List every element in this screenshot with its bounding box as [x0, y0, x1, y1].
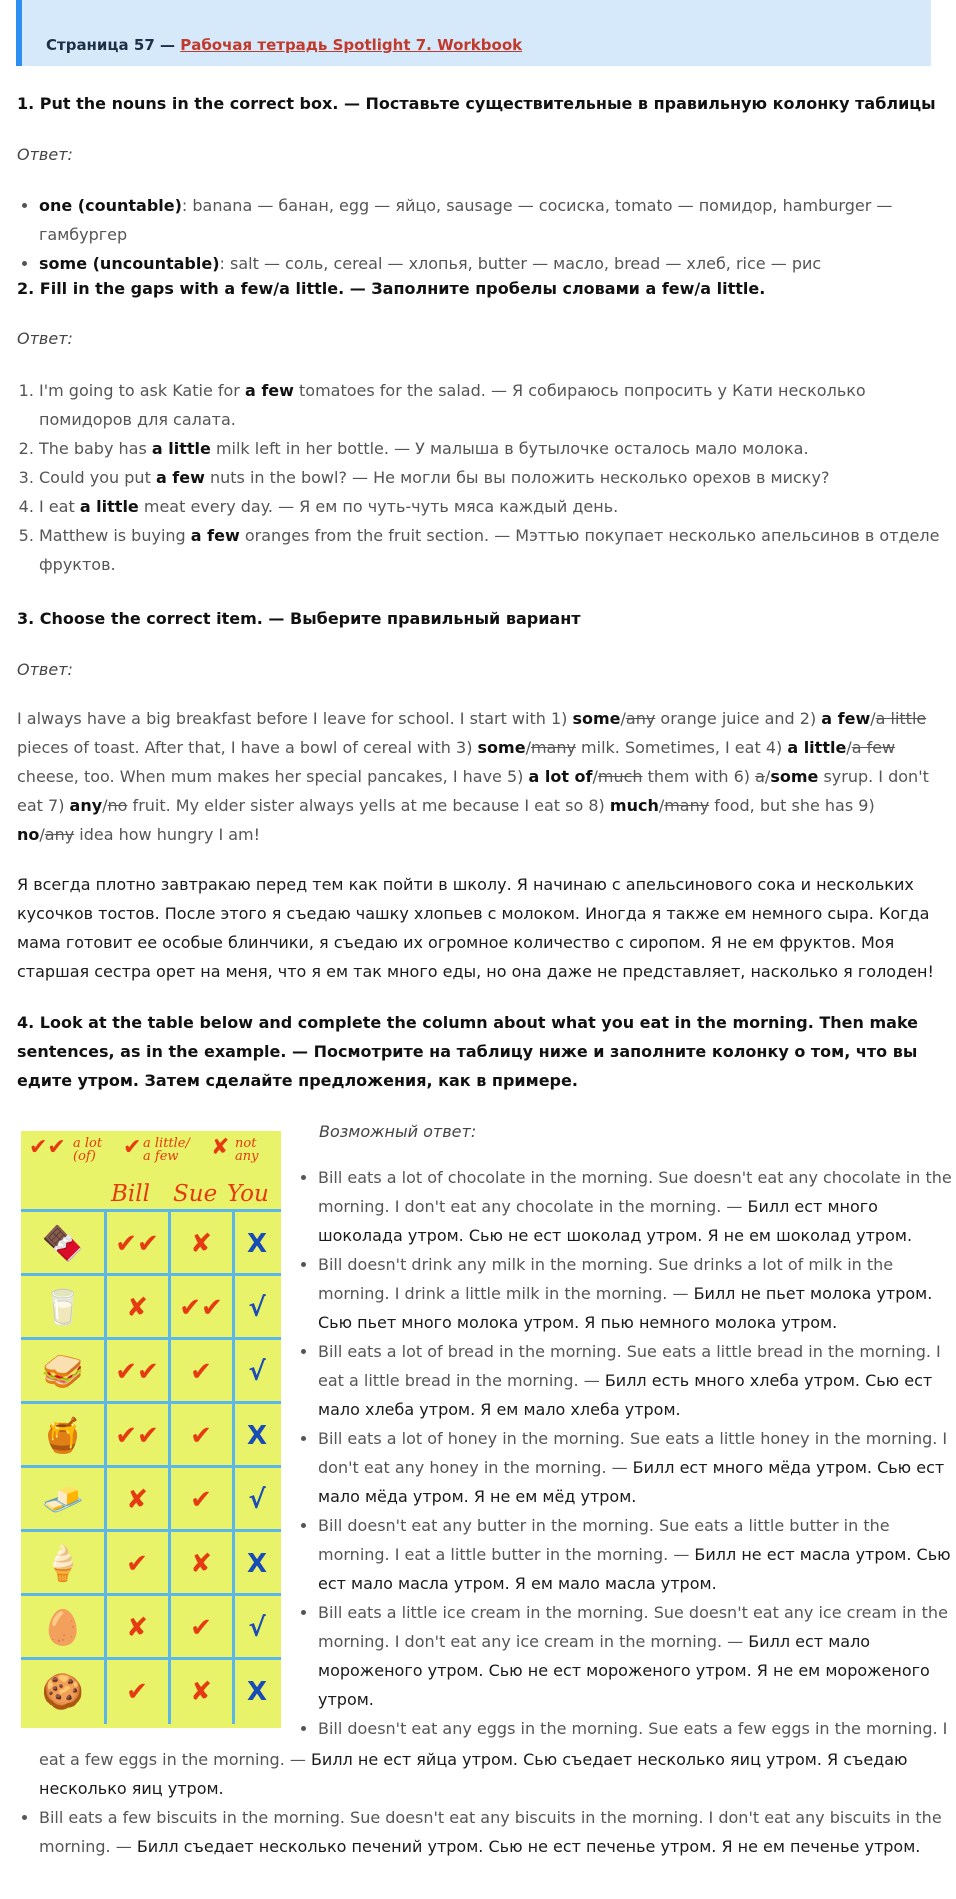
bill-cell: ✔✔: [115, 1229, 159, 1259]
list-item: 2. The baby has a little milk left in her bottle. — У малыша в бутылочке осталось мало молока.: [39, 434, 956, 463]
you-cell: √: [248, 1357, 266, 1387]
you-cell: X: [246, 1229, 268, 1259]
biscuit-icon: 🍪: [41, 1672, 85, 1712]
list-item: 1. I'm going to ask Katie for a few tomatoes for the salad. — Я собираюсь попросить у Кати несколько помидоров для салата.: [39, 376, 956, 434]
list-item: • Bill doesn't eat any butter in the morning. Sue eats a little butter in the morning. I eat a little butter in the morning. — Билл не ест масла утром. Сью ест мало масла утром. Я ем мало масла утром.: [318, 1511, 955, 1598]
task4-title: 4. Look at the table below and complete the column about what you eat in the morning. Then make sentences, as in the example. — Посмотрите на таблицу ниже и заполните колонку о том, что вы едите утром. Затем сделайте предложения, как в примере.: [17, 1013, 919, 1090]
little-mark: ✔: [123, 1135, 142, 1160]
you-cell: X: [246, 1677, 268, 1707]
header-bill: Bill: [111, 1181, 150, 1207]
bill-cell: ✘: [126, 1485, 148, 1515]
task1-title: 1. Put the nouns in the correct box. — Поставьте существительные в правильную колонку таблицы: [17, 94, 936, 113]
table-row: [21, 1337, 281, 1404]
list-item: • Bill eats a little ice cream in the morning. Sue doesn't eat any ice cream in the morning. I don't eat any ice cream in the morning. — Билл ест мало мороженого утром. Сью не ест мороженого утром. Я не ем мороженого утром.: [318, 1598, 955, 1714]
list-item: 4. I eat a little meat every day. — Я ем по чуть-чуть мяса каждый день.: [39, 492, 956, 521]
sue-cell: ✔: [190, 1357, 212, 1387]
table-row: [21, 1209, 281, 1276]
list-item: • some (uncountable): salt — соль, cereal — хлопья, butter — масло, bread — хлеб, rice — рис: [39, 249, 956, 278]
not-mark: ✘: [211, 1135, 230, 1160]
list-item: • Bill eats a few biscuits in the morning. Sue doesn't eat any biscuits in the morning. I don't eat any biscuits in the morning. — Билл съедает несколько печений утром. Сью не ест печенье утром. Я не ем печенье утром.: [39, 1803, 956, 1861]
banner-prefix: Страница 57 —: [46, 36, 181, 54]
task2-answer-label: Ответ:: [17, 329, 73, 348]
task3-answer-label: Ответ:: [17, 660, 73, 679]
milk-icon: 🥛: [41, 1288, 85, 1328]
table-row: [21, 1273, 281, 1340]
task3-english-text: I always have a big breakfast before I leave for school. I start with 1) some/any orange juice and 2) a few/a little pieces of toast. After that, I have a bowl of cereal with 3) some/many milk. Sometimes, I eat 4) a little/a few cheese, too. When mum makes her special pancakes, I have 5) a lot of/much them with 6) a/some syrup. I don't eat 7) any/no fruit. My elder sister always yells at me because I eat so 8) much/many food, but she has 9) no/any idea how hungry I am!: [17, 709, 929, 844]
sue-cell: ✘: [190, 1229, 212, 1259]
possible-answer-label: Возможный ответ:: [319, 1122, 477, 1141]
bill-cell: ✔✔: [115, 1421, 159, 1451]
task2-list: [17, 376, 956, 579]
list-item: • Bill eats a lot of bread in the morning. Sue eats a little bread in the morning. I eat a little bread in the morning. — Билл есть много хлеба утром. Сью ест мало хлеба утром. Я ем мало хлеба утром.: [318, 1337, 955, 1424]
list-item: 5. Matthew is buying a few oranges from the fruit section. — Мэттью покупает несколько апельсинов в отделе фруктов.: [39, 521, 956, 579]
sue-cell: ✔: [190, 1421, 212, 1451]
legend-lot: a lot (of): [73, 1136, 103, 1164]
table-row: [21, 1529, 281, 1596]
butter-icon: 🧈: [41, 1480, 85, 1520]
sue-cell: ✘: [190, 1549, 212, 1579]
list-item: • Bill eats a lot of honey in the morning. Sue eats a little honey in the morning. I don't eat any honey in the morning. — Билл ест много мёда утром. Сью ест мало мёда утром. Я не ем мёд утром.: [318, 1424, 955, 1511]
task2-title: 2. Fill in the gaps with a few/a little. — Заполните пробелы словами a few/a little.: [17, 279, 766, 298]
task1-answer-label: Ответ:: [17, 145, 73, 164]
task3-title: 3. Choose the correct item. — Выберите правильный вариант: [17, 609, 581, 628]
list-item: • one (countable): banana — банан, egg — яйцо, sausage — сосиска, tomato — помидор, hamburger — гамбургер: [39, 191, 956, 249]
legend-not: not any: [235, 1136, 259, 1164]
header-you: You: [227, 1181, 269, 1207]
you-cell: √: [248, 1613, 266, 1643]
sue-cell: ✔: [190, 1485, 212, 1515]
sue-cell: ✘: [190, 1677, 212, 1707]
sue-cell: ✔✔: [179, 1293, 223, 1323]
table-row: [21, 1465, 281, 1532]
egg-icon: 🥚: [41, 1608, 85, 1648]
workbook-link[interactable]: Рабочая тетрадь Spotlight 7. Workbook: [180, 36, 523, 54]
you-cell: X: [246, 1421, 268, 1451]
you-cell: √: [248, 1485, 266, 1515]
bill-cell: ✔✔: [115, 1357, 159, 1387]
you-cell: √: [248, 1293, 266, 1323]
lot-mark: ✔✔: [29, 1135, 66, 1160]
task1-list: [17, 191, 956, 278]
bill-cell: ✘: [126, 1293, 148, 1323]
task4-answer-list-continued: [17, 1803, 956, 1861]
bill-cell: ✔: [126, 1677, 148, 1707]
chocolate-icon: 🍫: [41, 1224, 85, 1264]
food-table-image: [21, 1131, 281, 1728]
list-item: • Bill doesn't drink any milk in the morning. Sue drinks a lot of milk in the morning. I drink a little milk in the morning. — Билл не пьет молока утром. Сью пьет много молока утром. Я пью немного молока утром.: [318, 1250, 955, 1337]
bread-icon: 🥪: [41, 1352, 85, 1392]
list-item: • Bill doesn't eat any eggs in the morning. Sue eats a few eggs in the morning. I: [318, 1714, 955, 1743]
eggs-answer-continued: eat a few eggs in the morning. — Билл не ест яйца утром. Сью съедает несколько яиц утром. Я съедаю несколько яиц утром.: [39, 1750, 908, 1798]
task4-answer-list: [299, 1163, 955, 1743]
bill-cell: ✔: [126, 1549, 148, 1579]
you-cell: X: [246, 1549, 268, 1579]
table-row: [21, 1593, 281, 1660]
sue-cell: ✔: [190, 1613, 212, 1643]
honey-icon: 🍯: [41, 1416, 85, 1456]
list-item: 3. Could you put a few nuts in the bowl? — Не могли бы вы положить несколько орехов в миску?: [39, 463, 956, 492]
list-item: • Bill eats a lot of chocolate in the morning. Sue doesn't eat any chocolate in the morning. I don't eat any chocolate in the morning. — Билл ест много шоколада утром. Сью не ест шоколад утром. Я не ем шоколад утром.: [318, 1163, 955, 1250]
bill-cell: ✘: [126, 1613, 148, 1643]
header-sue: Sue: [173, 1181, 218, 1207]
banner-text: [46, 36, 522, 54]
table-row: [21, 1657, 281, 1724]
page-banner: [16, 0, 931, 66]
task3-russian-text: Я всегда плотно завтракаю перед тем как пойти в школу. Я начинаю с апельсинового сока и нескольких кусочков тостов. После этого я съедаю чашку хлопьев с молоком. Иногда я также ем немного сыра. Когда мама готовит ее особые блинчики, я съедаю их огромное количество с сиропом. Я не ем фруктов. Моя старшая сестра орет на меня, что я ем так много еды, но она даже не представляет, насколько я голоден!: [17, 875, 934, 981]
table-row: [21, 1401, 281, 1468]
table-legend: [21, 1131, 281, 1175]
ice-cream-icon: 🍦: [41, 1544, 85, 1584]
legend-little: a little/ a few: [143, 1136, 190, 1164]
